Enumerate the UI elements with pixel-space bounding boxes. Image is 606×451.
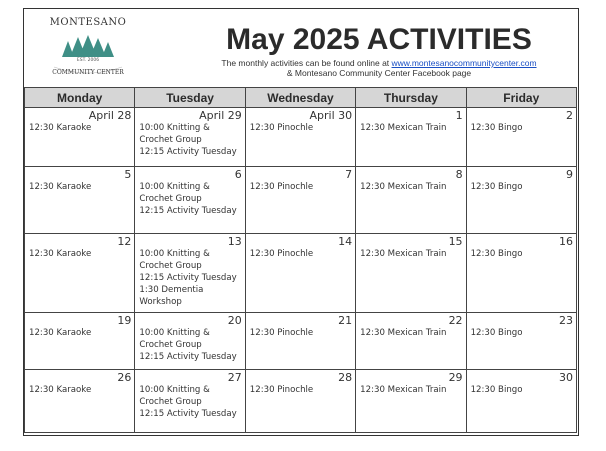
day-number: April 30 — [309, 109, 353, 122]
event-item: 12:30 Pinochle — [249, 328, 314, 338]
day-number: 27 — [227, 371, 242, 384]
day-cell — [356, 234, 466, 313]
event-item: 12:30 Pinochle — [249, 249, 314, 259]
day-number: 9 — [566, 168, 573, 181]
day-cell — [25, 313, 135, 370]
day-cell — [245, 167, 355, 234]
day-number: 22 — [448, 314, 463, 327]
day-number: 14 — [338, 235, 353, 248]
day-cell — [466, 313, 576, 370]
activities-flyer — [23, 8, 579, 436]
event-item: 12:30 Bingo — [470, 385, 523, 395]
day-number: 16 — [559, 235, 573, 248]
day-number: 28 — [338, 371, 353, 384]
event-item: 12:30 Bingo — [470, 249, 523, 259]
event-item: 12:30 Mexican Train — [360, 123, 447, 133]
event-item: 12:15 Activity Tuesday — [139, 206, 237, 216]
day-cell — [245, 370, 355, 433]
event-item: 12:30 Mexican Train — [360, 385, 447, 395]
event-item: 12:30 Mexican Train — [360, 328, 447, 338]
day-number: 21 — [338, 314, 353, 327]
weekday-header: Monday — [25, 88, 135, 108]
week-row — [25, 234, 577, 313]
event-item: 10:00 Knitting & Crochet Group — [139, 182, 210, 204]
day-number: 6 — [234, 168, 242, 181]
day-number: 30 — [559, 371, 573, 384]
flyer-header — [24, 9, 578, 89]
day-number: 8 — [455, 168, 463, 181]
day-number: April 29 — [199, 109, 242, 122]
event-item: 10:00 Knitting & Crochet Group — [139, 385, 210, 407]
weekday-header: Friday — [466, 88, 576, 108]
event-item: 12:15 Activity Tuesday — [139, 352, 237, 362]
event-item: 12:30 Bingo — [470, 123, 523, 133]
event-item: 12:30 Bingo — [470, 182, 523, 192]
week-row — [25, 313, 577, 370]
event-item: 12:30 Karaoke — [29, 328, 92, 338]
page-subtitle — [174, 58, 584, 78]
event-item: 12:30 Karaoke — [29, 123, 92, 133]
weekday-header: Thursday — [356, 88, 466, 108]
event-item: 12:30 Karaoke — [29, 182, 92, 192]
day-number: 2 — [566, 109, 573, 122]
logo-bottom-text: COMMUNITY CENTER — [52, 69, 124, 76]
day-cell — [356, 167, 466, 234]
week-row — [25, 167, 577, 234]
day-number: 29 — [448, 371, 463, 384]
event-item: 12:15 Activity Tuesday — [139, 273, 237, 283]
day-cell — [466, 370, 576, 433]
day-cell — [245, 234, 355, 313]
day-number: 7 — [345, 168, 353, 181]
logo-est-text: EST. 2006 — [76, 58, 100, 63]
day-number: 13 — [227, 235, 242, 248]
day-cell — [466, 234, 576, 313]
day-cell — [25, 234, 135, 313]
event-item: 12:15 Activity Tuesday — [139, 409, 237, 419]
day-cell — [135, 234, 245, 313]
day-cell — [356, 313, 466, 370]
day-cell — [245, 108, 355, 167]
subtitle-prefix: The monthly activities can be found online at — [221, 58, 392, 68]
day-number: 19 — [117, 314, 132, 327]
day-number: 1 — [455, 109, 463, 122]
subtitle-line2: & Montesano Community Center Facebook page — [286, 68, 472, 78]
day-number: 26 — [117, 371, 132, 384]
event-item: 1:30 Dementia Workshop — [139, 285, 204, 307]
event-item: 12:15 Activity Tuesday — [139, 147, 237, 157]
weekday-header-row — [25, 88, 577, 108]
day-number: 15 — [448, 235, 463, 248]
day-cell — [356, 370, 466, 433]
weekday-header: Wednesday — [245, 88, 355, 108]
day-cell — [245, 313, 355, 370]
event-item: 12:30 Pinochle — [249, 385, 314, 395]
community-center-logo — [42, 17, 134, 83]
day-cell — [135, 313, 245, 370]
day-number: 12 — [117, 235, 132, 248]
day-cell — [135, 108, 245, 167]
day-cell — [356, 108, 466, 167]
day-cell — [466, 108, 576, 167]
event-item: 12:30 Pinochle — [249, 182, 314, 192]
day-number: 5 — [124, 168, 132, 181]
logo-top-text: MONTESANO — [49, 17, 127, 28]
event-item: 12:30 Mexican Train — [360, 249, 447, 259]
day-cell — [466, 167, 576, 234]
day-cell — [135, 167, 245, 234]
day-number: 20 — [227, 314, 242, 327]
page-title: May 2025 ACTIVITIES — [226, 23, 532, 56]
day-number: April 28 — [88, 109, 132, 122]
day-number: 23 — [559, 314, 573, 327]
day-cell — [25, 370, 135, 433]
event-item: 12:30 Mexican Train — [360, 182, 447, 192]
calendar-table — [24, 87, 577, 433]
event-item: 10:00 Knitting & Crochet Group — [139, 249, 210, 271]
day-cell — [25, 108, 135, 167]
event-item: 10:00 Knitting & Crochet Group — [139, 328, 210, 350]
event-item: 10:00 Knitting & Crochet Group — [139, 123, 210, 145]
event-item: 12:30 Bingo — [470, 328, 523, 338]
day-cell — [25, 167, 135, 234]
event-item: 12:30 Karaoke — [29, 249, 92, 259]
weekday-header: Tuesday — [135, 88, 245, 108]
week-row — [25, 108, 577, 167]
day-cell — [135, 370, 245, 433]
week-row — [25, 370, 577, 433]
event-item: 12:30 Karaoke — [29, 385, 92, 395]
website-link[interactable]: www.montesanocommunitycenter.com — [391, 58, 537, 68]
event-item: 12:30 Pinochle — [249, 123, 314, 133]
